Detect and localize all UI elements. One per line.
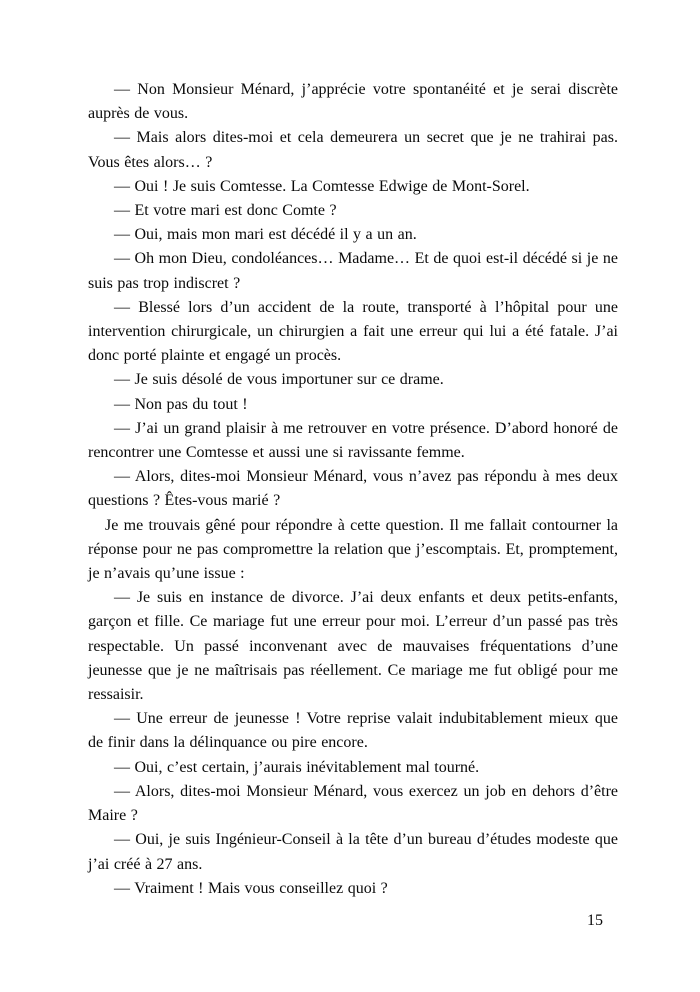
paragraph: — Oui, mais mon mari est décédé il y a un an. bbox=[114, 226, 417, 244]
paragraph: — Mais alors dites-moi et cela demeurera un secret que je ne trahirai pas. Vous êtes alors… ? bbox=[88, 129, 618, 171]
paragraph: — Blessé lors d’un accident de la route, transporté à l’hôpital pour une intervention chirurgicale, un chirurgien a fait une erreur qui lui a été fatale. J’ai donc porté plainte et engagé un procès. bbox=[88, 298, 618, 365]
paragraph: — Vraiment ! Mais vous conseillez quoi ? bbox=[114, 879, 388, 897]
paragraph: — Alors, dites-moi Monsieur Ménard, vous n’avez pas répondu à mes deux questions ? Êtes-vous marié ? bbox=[88, 468, 618, 510]
paragraph: — Et votre mari est donc Comte ? bbox=[114, 202, 337, 220]
paragraph: — Je suis désolé de vous importuner sur ce drame. bbox=[114, 371, 444, 389]
paragraph: — Alors, dites-moi Monsieur Ménard, vous exercez un job en dehors d’être Maire ? bbox=[88, 782, 618, 825]
paragraph-narration: Je me trouvais gêné pour répondre à cette question. Il me fallait contourner la réponse pour ne pas compromettre la relation que j’escomptais. Et, promptement, je n’avais qu’une issue : bbox=[88, 516, 618, 583]
paragraph: — Non pas du tout ! bbox=[114, 395, 248, 413]
paragraph: — Je suis en instance de divorce. J’ai deux enfants et deux petits-enfants, garçon et fille. Ce mariage fut une erreur pour moi. L’erreur d’un passé pas très respectable. Un passé inconvenant avec de mauvaises fréquentations d’une jeunesse que je ne maîtrisais pas réellement. Ce mariage me fut obligé pour me ressaisir. bbox=[88, 589, 618, 704]
paragraph: — Une erreur de jeunesse ! Votre reprise valait indubitablement mieux que de finir dans la délinquance ou pire encore. bbox=[88, 710, 618, 752]
paragraph: — Oui, je suis Ingénieur-Conseil à la tête d’un bureau d’études modeste que j’ai créé à 27 ans. bbox=[88, 831, 618, 873]
paragraph: — J’ai un grand plaisir à me retrouver en votre présence. D’abord honoré de rencontrer une Comtesse et aussi une si ravissante femme. bbox=[88, 419, 618, 462]
paragraph: — Oui ! Je suis Comtesse. La Comtesse Edwige de Mont-Sorel. bbox=[114, 177, 530, 195]
paragraph: — Non Monsieur Ménard, j’apprécie votre spontanéité et je serai discrète auprès de vous. bbox=[88, 81, 618, 123]
paragraph: — Oh mon Dieu, condoléances… Madame… Et de quoi est-il décédé si je ne suis pas trop indiscret ? bbox=[88, 250, 618, 292]
page-number: 15 bbox=[587, 912, 603, 929]
paragraph: — Oui, c’est certain, j’aurais inévitablement mal tourné. bbox=[114, 758, 480, 776]
text-block bbox=[88, 78, 618, 901]
